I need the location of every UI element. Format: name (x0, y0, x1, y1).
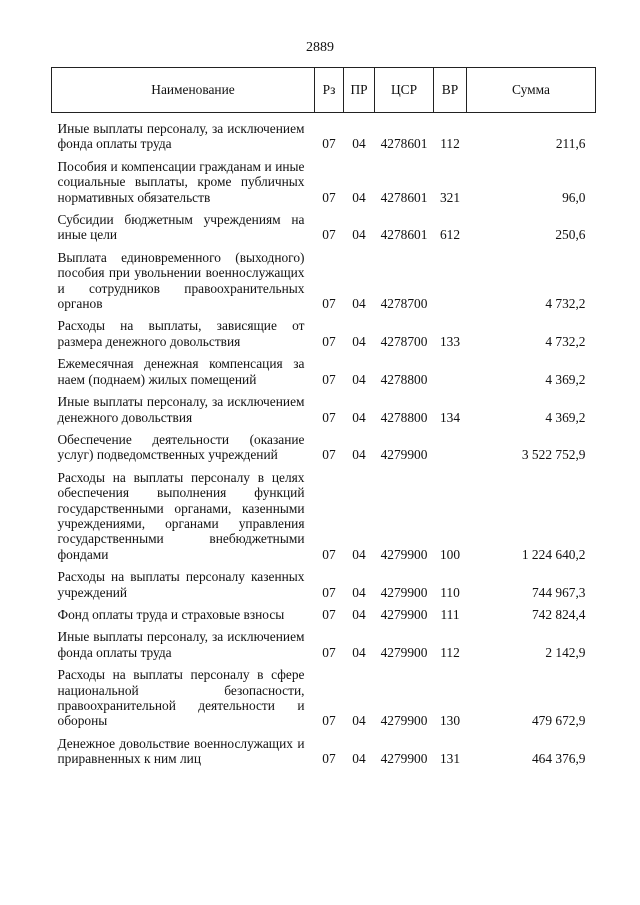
table-row (52, 427, 596, 465)
table-row (52, 113, 596, 154)
row-name: Пособия и компенсации гражданам и иные социальные выплаты, кроме публичных нормативных обязательств (57, 158, 305, 205)
row-name: Иные выплаты персоналу, за исключением фонда оплаты труда (57, 629, 305, 660)
row-sum: 2 142,9 (545, 644, 586, 660)
row-vr: 134 (439, 409, 461, 425)
row-rz: 07 (322, 584, 336, 600)
header-pr: ПР (344, 68, 375, 113)
row-pr: 04 (352, 136, 366, 152)
row-sum: 250,6 (555, 227, 586, 243)
row-csr: 4279900 (380, 644, 428, 660)
header-rz: Рз (315, 68, 344, 113)
row-vr: 100 (439, 546, 461, 562)
row-csr: 4279900 (380, 606, 428, 622)
row-vr: 110 (440, 584, 460, 600)
row-pr: 04 (352, 447, 366, 463)
row-csr: 4278601 (380, 227, 428, 243)
row-vr: 131 (439, 751, 461, 767)
row-sum: 4 732,2 (545, 296, 586, 312)
table-row (52, 207, 596, 245)
row-pr: 04 (352, 371, 366, 387)
table-row (52, 389, 596, 427)
row-sum: 211,6 (555, 136, 586, 152)
row-pr: 04 (352, 606, 366, 622)
budget-table (51, 67, 596, 769)
row-pr: 04 (352, 189, 366, 205)
row-name: Денежное довольствие военнослужащих и приравненных к ним лиц (57, 735, 305, 767)
row-name: Иные выплаты персоналу, за исключением денежного довольствия (57, 394, 305, 425)
row-rz: 07 (322, 227, 336, 243)
row-vr: 111 (440, 606, 460, 622)
row-vr: 112 (440, 136, 460, 152)
row-sum: 464 376,9 (531, 751, 586, 767)
row-csr: 4278601 (380, 189, 428, 205)
row-rz: 07 (322, 546, 336, 562)
row-rz: 07 (322, 296, 336, 312)
row-csr: 4279900 (380, 713, 428, 729)
row-pr: 04 (352, 644, 366, 660)
row-name: Обеспечение деятельности (оказание услуг) подведомственных учреждений (57, 431, 305, 463)
row-sum: 96,0 (562, 189, 586, 205)
table-body (52, 113, 596, 769)
row-rz: 07 (322, 409, 336, 425)
row-name: Расходы на выплаты персоналу казенных учреждений (57, 569, 305, 600)
table-row (52, 313, 596, 351)
row-name: Фонд оплаты труда и страховые взносы (57, 606, 285, 622)
table-header (52, 68, 596, 113)
row-vr (434, 351, 467, 389)
row-pr: 04 (352, 296, 366, 312)
row-sum: 4 369,2 (545, 371, 586, 387)
table-row (52, 602, 596, 624)
row-name: Ежемесячная денежная компенсация за наем (поднаем) жилых помещений (57, 356, 305, 387)
row-rz: 07 (322, 333, 336, 349)
header-sum: Сумма (467, 68, 596, 113)
header-name: Наименование (52, 68, 315, 113)
row-rz: 07 (322, 189, 336, 205)
row-vr (434, 245, 467, 314)
row-csr: 4279900 (380, 584, 428, 600)
row-sum: 742 824,4 (531, 606, 586, 622)
row-pr: 04 (352, 409, 366, 425)
row-name: Расходы на выплаты персоналу в целях обеспечения выполнения функций государственными органами, казенными учреждениями, органами управления государственными внебюджетными фондами (57, 469, 305, 562)
row-vr (434, 427, 467, 465)
row-sum: 3 522 752,9 (521, 447, 586, 463)
header-csr: ЦСР (375, 68, 434, 113)
row-sum: 1 224 640,2 (521, 546, 586, 562)
row-csr: 4278700 (380, 333, 428, 349)
row-name: Иные выплаты персоналу, за исключением фонда оплаты труда (57, 121, 305, 152)
row-rz: 07 (322, 136, 336, 152)
row-pr: 04 (352, 713, 366, 729)
row-vr: 612 (439, 227, 461, 243)
row-rz: 07 (322, 371, 336, 387)
row-pr: 04 (352, 333, 366, 349)
row-name: Субсидии бюджетным учреждениям на иные цели (57, 212, 305, 243)
row-pr: 04 (352, 227, 366, 243)
page-number: 2889 (306, 40, 334, 55)
table-row (52, 662, 596, 731)
row-pr: 04 (352, 751, 366, 767)
row-rz: 07 (322, 644, 336, 660)
row-csr: 4279900 (380, 751, 428, 767)
row-pr: 04 (352, 546, 366, 562)
row-name: Выплата единовременного (выходного) пособия при увольнении военнослужащих и сотрудников правоохранительных органов (57, 249, 305, 312)
row-pr: 04 (352, 584, 366, 600)
table-row (52, 154, 596, 207)
row-vr: 112 (440, 644, 460, 660)
row-sum: 4 732,2 (545, 333, 586, 349)
row-vr: 130 (439, 713, 461, 729)
row-rz: 07 (322, 751, 336, 767)
table-row (52, 351, 596, 389)
row-csr: 4279900 (380, 447, 428, 463)
row-sum: 4 369,2 (545, 409, 586, 425)
row-sum: 479 672,9 (531, 713, 586, 729)
row-rz: 07 (322, 447, 336, 463)
table-row (52, 564, 596, 602)
table-row (52, 624, 596, 662)
row-rz: 07 (322, 606, 336, 622)
row-csr: 4278700 (380, 296, 428, 312)
row-csr: 4278800 (380, 371, 428, 387)
row-csr: 4279900 (380, 546, 428, 562)
table-row (52, 465, 596, 564)
row-sum: 744 967,3 (531, 584, 586, 600)
row-name: Расходы на выплаты персоналу в сфере национальной безопасности, правоохранительной деятельности и обороны (57, 667, 305, 729)
row-csr: 4278800 (380, 409, 428, 425)
table-row (52, 731, 596, 769)
row-vr: 321 (439, 189, 461, 205)
row-vr: 133 (439, 333, 461, 349)
header-vr: ВР (434, 68, 467, 113)
row-csr: 4278601 (380, 136, 428, 152)
table-row (52, 245, 596, 314)
row-rz: 07 (322, 713, 336, 729)
row-name: Расходы на выплаты, зависящие от размера денежного довольствия (57, 318, 305, 349)
